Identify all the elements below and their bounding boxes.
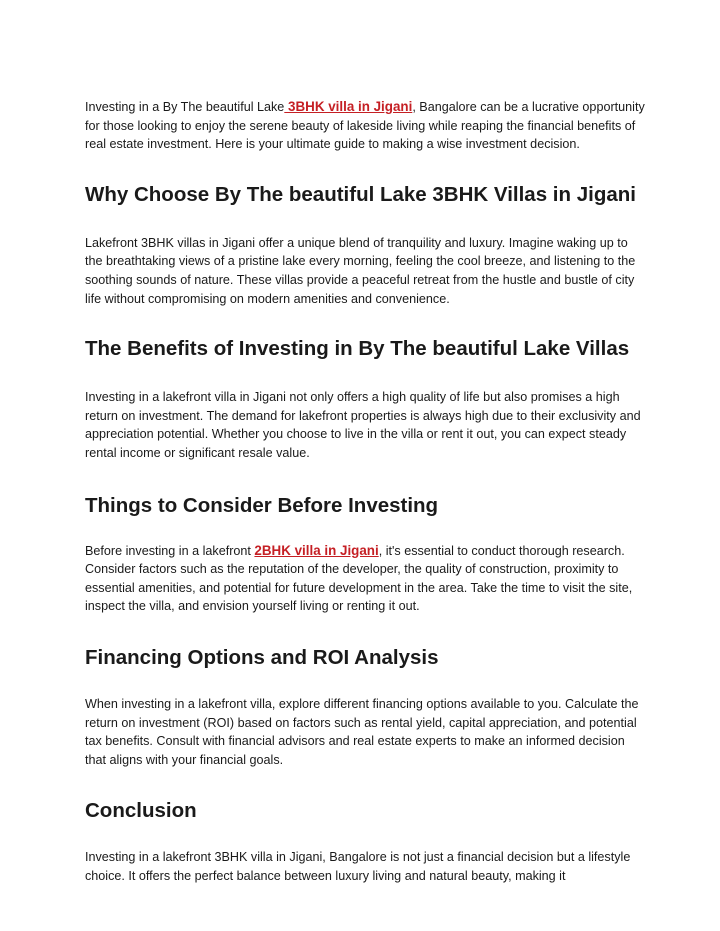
paragraph-benefits: Investing in a lakefront villa in Jigani not only offers a high quality of life but also promises a high return on investment. The demand for lakefront properties is always high due to their exclusivity and appreciation potential. Whether you choose to live in the villa or rent it out, you can expect steady rental income or significant resale value. (85, 390, 641, 460)
intro-text-before: Investing in a By The beautiful Lake (85, 100, 285, 114)
heading-things-to-consider: Things to Consider Before Investing (85, 493, 439, 517)
paragraph-why-choose: Lakefront 3BHK villas in Jigani offer a unique blend of tranquility and luxury. Imagine waking up to the breathtaking views of a pristine lake every morning, feeling the cool breeze, and listening to the soothing sounds of nature. These villas provide a peaceful retreat from the hustle and bustle of city life without compromising on modern amenities and convenience. (85, 235, 636, 306)
paragraph-financing: When investing in a lakefront villa, explore different financing options available to you. Calculate the return on investment (ROI) based on factors such as rental yield, capital appreciation, and potential tax benefits. Consult with financial advisors and real estate experts to make an informed decision that aligns with your financial goals. (85, 696, 639, 767)
document-page (85, 98, 645, 885)
consider-text-before: Before investing in a lakefront (85, 543, 255, 558)
paragraph-things-to-consider (85, 542, 645, 616)
heading-conclusion: Conclusion (85, 799, 197, 823)
3bhk-villa-jigani-link[interactable]: 3BHK villa in Jigani (284, 99, 413, 114)
heading-benefits: The Benefits of Investing in By The beautiful Lake Villas (85, 337, 630, 361)
consider-text-after: , it's essential to conduct thorough research. Consider factors such as the reputation of the developer, the quality of construction, proximity to essential amenities, and potential for future development in the area. Take the time to visit the site, inspect the villa, and envision yourself living or renting it out. (85, 543, 633, 614)
intro-paragraph (85, 98, 645, 154)
2bhk-villa-jigani-link[interactable]: 2BHK villa in Jigani (254, 542, 379, 558)
intro-text-after: , Bangalore can be a lucrative opportunity for those looking to enjoy the serene beauty of lakeside living while reaping the financial benefits of real estate investment. Here is your ultimate guide to making a wise investment decision. (85, 100, 645, 152)
paragraph-conclusion: Investing in a lakefront 3BHK villa in Jigani, Bangalore is not just a financial decision but a lifestyle choice. It offers the perfect balance between luxury living and natural beauty, making it (85, 850, 631, 883)
heading-why-choose: Why Choose By The beautiful Lake 3BHK Villas in Jigani (85, 182, 636, 206)
heading-financing: Financing Options and ROI Analysis (85, 645, 439, 669)
